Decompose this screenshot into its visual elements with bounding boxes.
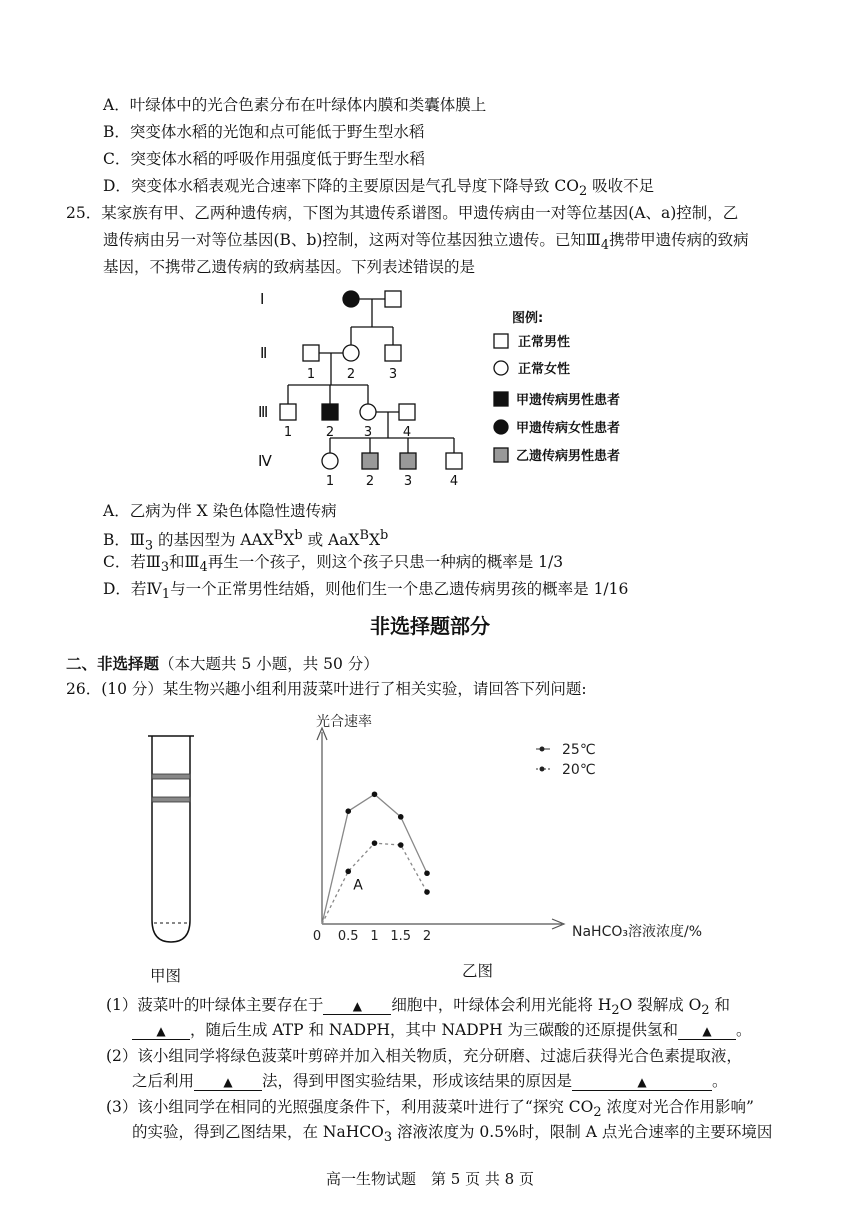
page-footer: 高一生物试题 第 5 页 共 8 页 [326, 1170, 534, 1188]
legend-20c: 20℃ [562, 762, 596, 778]
data-point [372, 791, 378, 797]
iii-num-2: 2 [325, 425, 335, 440]
x-tick-label: 0.5 [337, 929, 359, 944]
part2-heading: 二、非选择题（本大题共 5 小题，共 50 分） [66, 654, 379, 673]
pigment-band-1 [152, 774, 190, 779]
answer-blank-4[interactable]: ▲ [194, 1073, 262, 1091]
data-point [398, 814, 404, 820]
ii-num-3: 3 [388, 367, 398, 382]
fig-yi-label: 乙图 [462, 962, 494, 980]
answer-blank-5[interactable]: ▲ [572, 1073, 712, 1091]
x-tick-label: 1 [370, 929, 379, 944]
fig-jia-label: 甲图 [150, 967, 182, 985]
legend-25c: 25℃ [562, 742, 596, 758]
iv-num-2: 2 [365, 474, 375, 489]
pedigree-iii4-normal-male [399, 404, 415, 420]
legend-jia-male: 甲遗传病男性患者 [516, 393, 621, 408]
pedigree-iv4-normal-male [446, 453, 462, 469]
q25-option-d: D．若$Ⅳ_1$与一个正常男性结婚，则他们生一个患乙遗传病男孩的概率是 1/16 [103, 580, 629, 603]
pedigree-ii3-normal-male [385, 345, 401, 361]
answer-blank-2[interactable]: ▲ [132, 1022, 190, 1040]
data-point [345, 808, 351, 814]
legend-jia-female: 甲遗传病女性患者 [516, 421, 621, 436]
pigment-band-2 [152, 797, 190, 802]
pedigree-iii2-affected-male-jia [322, 404, 338, 420]
q26-part1-line1: (1）菠菜叶的叶绿体主要存在于 ▲ 细胞中，叶绿体会利用光能将 $H_2O$ 裂解成 $O_2$ 和 [106, 996, 731, 1019]
q26-stem: 26．(10 分）某生物兴趣小组利用菠菜叶进行了相关实验，请回答下列问题: [66, 680, 587, 698]
legend-normal-male: 正常男性 [518, 335, 571, 350]
point-a-label: A [353, 877, 363, 894]
q25-stem-line1: 25．某家族有甲、乙两种遗传病，下图为其遗传系谱图。甲遗传病由一对等位基因(A、a)控制，乙 [66, 204, 739, 222]
q26-part2-line1: (2）该小组同学将绿色菠菜叶剪碎并加入相关物质，充分研磨、过滤后获得光合色素提取液， [106, 1047, 742, 1065]
section-title: 非选择题部分 [370, 614, 490, 638]
q24-option-d: D．突变体水稻表观光合速率下降的主要原因是气孔导度下降导致 $CO_2$ 吸收不足 [103, 177, 655, 200]
series-line-0 [322, 794, 427, 924]
data-point [372, 840, 378, 846]
x-axis-label: NaHCO₃溶液浓度/% [572, 924, 703, 940]
pedigree-iv1-normal-female [322, 453, 338, 469]
gen-label-i: Ⅰ [260, 290, 265, 308]
iii-num-1: 1 [283, 425, 293, 440]
answer-blank-3[interactable]: ▲ [678, 1022, 736, 1040]
q26-part2-line2: 之后利用 ▲ 法，得到甲图实验结果，形成该结果的原因是 ▲ 。 [132, 1072, 728, 1090]
x-tick-label: 1.5 [390, 929, 412, 944]
iv-num-4: 4 [449, 474, 459, 489]
chart-legend [536, 742, 596, 778]
gen-label-iv: Ⅳ [258, 452, 272, 470]
test-tube-figure [140, 730, 200, 950]
iv-num-3: 3 [403, 474, 413, 489]
gen-label-iii: Ⅲ [258, 403, 269, 421]
legend-normal-female: 正常女性 [518, 362, 571, 377]
data-point [345, 869, 351, 875]
pedigree-chart [250, 282, 670, 494]
ii-num-2: 2 [346, 367, 356, 382]
data-point [424, 889, 430, 895]
ii-num-1: 1 [306, 367, 316, 382]
data-point [398, 842, 404, 848]
q24-option-c: C．突变体水稻的呼吸作用强度低于野生型水稻 [103, 150, 425, 168]
pedigree-i2-normal-male [385, 291, 401, 307]
legend-yi-male: 乙遗传病男性患者 [516, 449, 621, 464]
legend-title: 图例: [512, 311, 544, 326]
q25-option-a: A．乙病为伴 X 染色体隐性遗传病 [103, 502, 337, 520]
q25-option-c: C．若$Ⅲ_3$和$Ⅲ_4$再生一个孩子，则这个孩子只患一种病的概率是 1/3 [103, 553, 564, 576]
x-tick-label: 0 [312, 929, 322, 944]
q24-option-a: A．叶绿体中的光合色素分布在叶绿体内膜和类囊体膜上 [103, 96, 487, 114]
pedigree-ii2-normal-female [343, 345, 359, 361]
x-tick-label: 2 [422, 929, 432, 944]
data-point [424, 870, 430, 876]
q26-part1-line2: ▲ ，随后生成 ATP 和 NADPH，其中 NADPH 为三碳酸的还原提供氢和 ▲ 。 [132, 1019, 752, 1041]
pedigree-legend [494, 334, 508, 462]
pedigree-i1-affected-female [343, 291, 359, 307]
pedigree-iii3-normal-female [360, 404, 376, 420]
answer-blank-1[interactable]: ▲ [323, 997, 391, 1015]
gen-label-ii: Ⅱ [260, 344, 268, 362]
y-axis-label: 光合速率 [316, 714, 372, 730]
iii-num-4: 4 [402, 425, 412, 440]
photosynthesis-chart [300, 712, 740, 952]
q25-stem-line2: 遗传病由另一对等位基因(B、b)控制，这两对等位基因独立遗传。已知$Ⅲ_4$携带甲遗传病的致病 [103, 231, 749, 254]
q25-stem-line3: 基因，不携带乙遗传病的致病基因。下列表述错误的是 [103, 258, 476, 276]
iv-num-1: 1 [325, 474, 335, 489]
q26-part3-line2: 的实验，得到乙图结果，在 NaHCO$_3$ 溶液浓度为 0.5%时，限制 A 点光合速率的主要环境因 [132, 1123, 773, 1146]
pedigree-iv3-affected-male-yi [400, 453, 416, 469]
pedigree-iii1-normal-male [280, 404, 296, 420]
q25-option-b: B．$Ⅲ_3$ 的基因型为 $AAX^BX^b$ 或 $AaX^BX^b$ [103, 528, 389, 554]
pedigree-ii1-normal-male [303, 345, 319, 361]
pedigree-iv2-affected-male-yi [362, 453, 378, 469]
iii-num-3: 3 [363, 425, 373, 440]
q24-option-b: B．突变体水稻的光饱和点可能低于野生型水稻 [103, 123, 425, 141]
q26-part3-line1: (3）该小组同学在相同的光照强度条件下，利用菠菜叶进行了“探究 $CO_2$ 浓度对光合作用影响” [106, 1098, 754, 1121]
